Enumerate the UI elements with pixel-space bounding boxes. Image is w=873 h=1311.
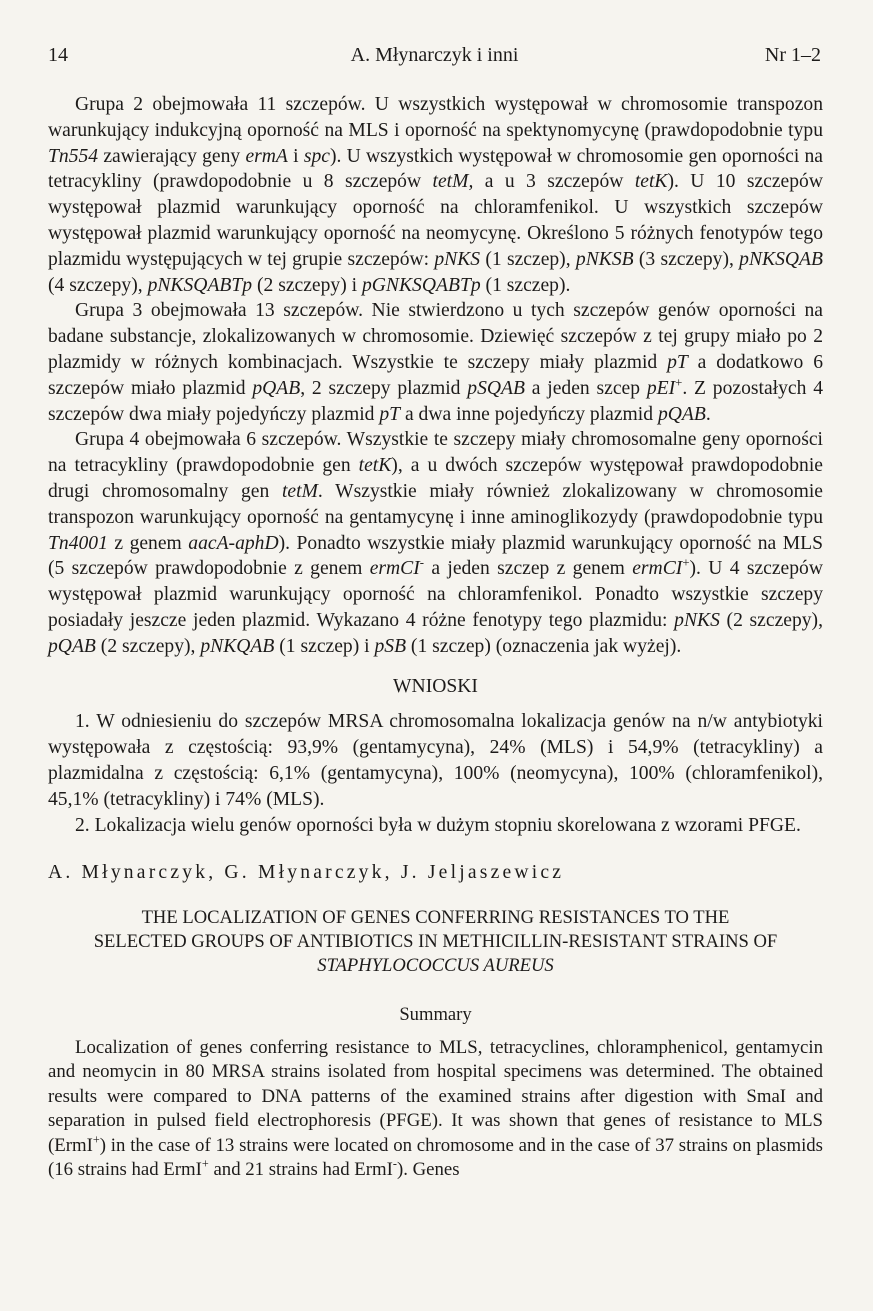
text-run: i <box>287 145 304 167</box>
gene-name: Tn4001 <box>48 532 108 554</box>
plasmid-name: pSQAB <box>467 377 525 399</box>
text-run: ). U 10 szczepów występował plazmid warunkujący oporność na chloramfenikol. U wszystkich szczepów występował plazmid warunkujący oporność na neomycynę. Określono 5 różnych fenotypów tego plazmidu występujących w tej grupie szczepów: <box>48 171 823 270</box>
gene-name: tetM, <box>432 171 474 193</box>
gene-name: ermCI <box>369 558 420 580</box>
gene-name: spc <box>303 145 330 167</box>
gene-name: ermCI <box>632 558 683 580</box>
english-title-line <box>48 954 823 978</box>
plasmid-name: pSB <box>374 635 407 657</box>
plasmid-name: pT <box>667 351 688 373</box>
plasmid-name: pNKS <box>674 609 720 631</box>
english-title-line: THE LOCALIZATION OF GENES CONFERRING RESISTANCES TO THE <box>141 907 730 929</box>
text-run: ). Ponadto wszystkie miały plazmid warunkujący oporność na MLS (5 szczepów prawdopodobnie z genem <box>48 532 824 580</box>
text-run: (1 szczep) i <box>274 635 375 657</box>
gene-name: tetM <box>281 480 318 502</box>
text-run: (2 szczepy), <box>719 609 823 631</box>
text-run: ). Genes <box>396 1158 460 1180</box>
text-run: . Z pozostałych 4 szczepów dwa miały pojedyńczy plazmid <box>48 377 824 425</box>
text-run: (1 szczep) (oznaczenia jak wyżej). <box>406 635 682 657</box>
text-run: a dwa inne pojedyńczy plazmid <box>400 403 658 425</box>
plasmid-name: pNKSB <box>575 248 634 270</box>
plasmid-name: pQAB <box>657 403 706 425</box>
text-run: Grupa 3 obejmowała 13 szczepów. Nie stwierdzono u tych szczepów genów oporności na badane substancje, zlokalizowanych w chromosomie. Dziewięć szczepów z tej grupy miało po 2 plazmidy w różnych kombinacjach. Wszystkie te szczepy miały plazmid <box>48 300 823 373</box>
species-name: STAPHYLOCOCCUS AUREUS <box>317 955 554 977</box>
text-run: Localization of genes conferring resistance to MLS, tetracyclines, chloramphenicol, gentamycin and neomycin in 80 MRSA strains isolated from hospital specimens was determined. The obtained results were compared to DNA patterns of the examined strains after digestion with SmaI and separation in pulsed field electrophoresis (PFGE). It was shown that genes of resistance to MLS (ErmI <box>48 1036 823 1156</box>
english-authors: A. Młynarczyk, G. Młynarczyk, J. Jeljaszewicz <box>48 862 565 884</box>
superscript: + <box>201 1156 209 1171</box>
plasmid-name: pQAB <box>252 377 301 399</box>
plasmid-name: pGNKSQABTp <box>361 274 481 296</box>
summary-heading: Summary <box>399 1004 472 1026</box>
text-run: (2 szczepy) i <box>252 274 362 296</box>
superscript: + <box>92 1132 100 1147</box>
text-run: ) in the case of 13 strains were located on chromosome and in the case of 37 strains on plasmids (16 strains had ErmI <box>48 1134 823 1180</box>
plasmid-name: pNKQAB <box>200 635 275 657</box>
running-title: A. Młynarczyk i inni <box>350 44 519 66</box>
plasmid-name: pNKSQABTp <box>147 274 253 296</box>
text-run: ), a u dwóch szczepów występował prawdopodobnie drugi chromosomalny gen <box>48 455 823 502</box>
text-run: Grupa 2 obejmowała 11 szczepów. U wszystkich występował w chromosomie transpozon warunkujący indukcyjną oporność na MLS i oporność na spektynomycynę (prawdopodobnie typu <box>48 94 823 141</box>
text-run: a u 3 szczepów <box>473 171 635 193</box>
summary-paragraph <box>48 1036 823 1182</box>
plasmid-name: pEI <box>646 377 676 399</box>
text-run: ). U 4 szczepów występował plazmid warunkujący oporność na chloramfenikol. Ponadto wszystkie szczepy posiadały jeszcze jeden plazmid. Wykazano 4 różne fenotypy tego plazmidu: <box>48 558 823 631</box>
text-run: (3 szczepy), <box>633 248 740 270</box>
text-run: (4 szczepy), <box>48 274 148 296</box>
gene-name: aacA-aphD <box>188 532 279 554</box>
summary-section <box>48 1036 823 1182</box>
text-run: and 21 strains had ErmI <box>208 1158 393 1180</box>
text-run: a jeden szcep <box>524 377 647 399</box>
gene-name: tetK <box>358 455 392 477</box>
plasmid-name: pNKS <box>434 248 481 270</box>
text-run: z genem <box>107 532 189 554</box>
gene-name: ermA <box>245 145 288 167</box>
gene-name: tetK <box>634 171 668 193</box>
superscript: - <box>419 555 425 570</box>
text-run: (1 szczep). <box>480 274 571 296</box>
paragraph-group-4 <box>48 427 823 659</box>
text-run: ). U wszystkich występował w chromosomie gen oporności na tetracykliny (prawdopodobnie u 8 szczepów <box>48 145 824 193</box>
plasmid-name: pNKSQAB <box>739 248 823 270</box>
text-run: (2 szczepy), <box>95 635 201 657</box>
english-title <box>48 906 823 978</box>
text-run: a dodatkowo 6 szczepów miało plazmid <box>48 351 823 399</box>
plasmid-name: pQAB <box>48 635 96 657</box>
plasmid-name: pT <box>379 403 401 425</box>
conclusion-item-2: 2. Lokalizacja wielu genów oporności była w dużym stopniu skorelowana z wzorami PFGE. <box>75 814 801 836</box>
superscript: + <box>682 555 690 570</box>
page-header <box>48 44 821 67</box>
text-run: Grupa 4 obejmowała 6 szczepów. Wszystkie te szczepy miały chromosomalne geny oporności na tetracykliny (prawdopodobnie gen <box>48 429 823 477</box>
superscript: - <box>392 1156 397 1171</box>
text-run: a jeden szczep z genem <box>424 558 633 580</box>
paragraph-group-3 <box>48 298 823 427</box>
text-run: zawierający geny <box>98 145 246 167</box>
text-run: . Wszystkie miały również zlokalizowany w chromosomie transpozon warunkujący oporność na gentamycynę i inne aminoglikozydy (prawdopodobnie typu <box>48 480 823 528</box>
article-body <box>48 92 823 1182</box>
gene-name: Tn554 <box>48 145 99 167</box>
english-title-line: SELECTED GROUPS OF ANTIBIOTICS IN METHICILLIN-RESISTANT STRAINS OF <box>93 931 778 953</box>
superscript: + <box>675 375 683 390</box>
page-number: 14 <box>48 44 68 66</box>
text-run: , 2 szczepy plazmid <box>300 377 468 399</box>
issue-number: Nr 1–2 <box>764 44 821 66</box>
conclusions-heading: WNIOSKI <box>393 675 478 697</box>
paragraph-group-2 <box>48 92 823 298</box>
text-run: . <box>705 403 711 425</box>
text-run: (1 szczep), <box>480 248 576 270</box>
conclusion-item-1: 1. W odniesieniu do szczepów MRSA chromosomalna lokalizacja genów na n/w antybiotyki występowała z częstością: 93,9% (gentamycyna), 24% (MLS) i 54,9% (tetracykliny) a plazmidalna z częstością: 6,1% (gentamycyna), 100% (neomycyna), 100% (chloramfenikol), 45,1% (tetracykliny) i 74% (MLS). <box>48 711 823 810</box>
